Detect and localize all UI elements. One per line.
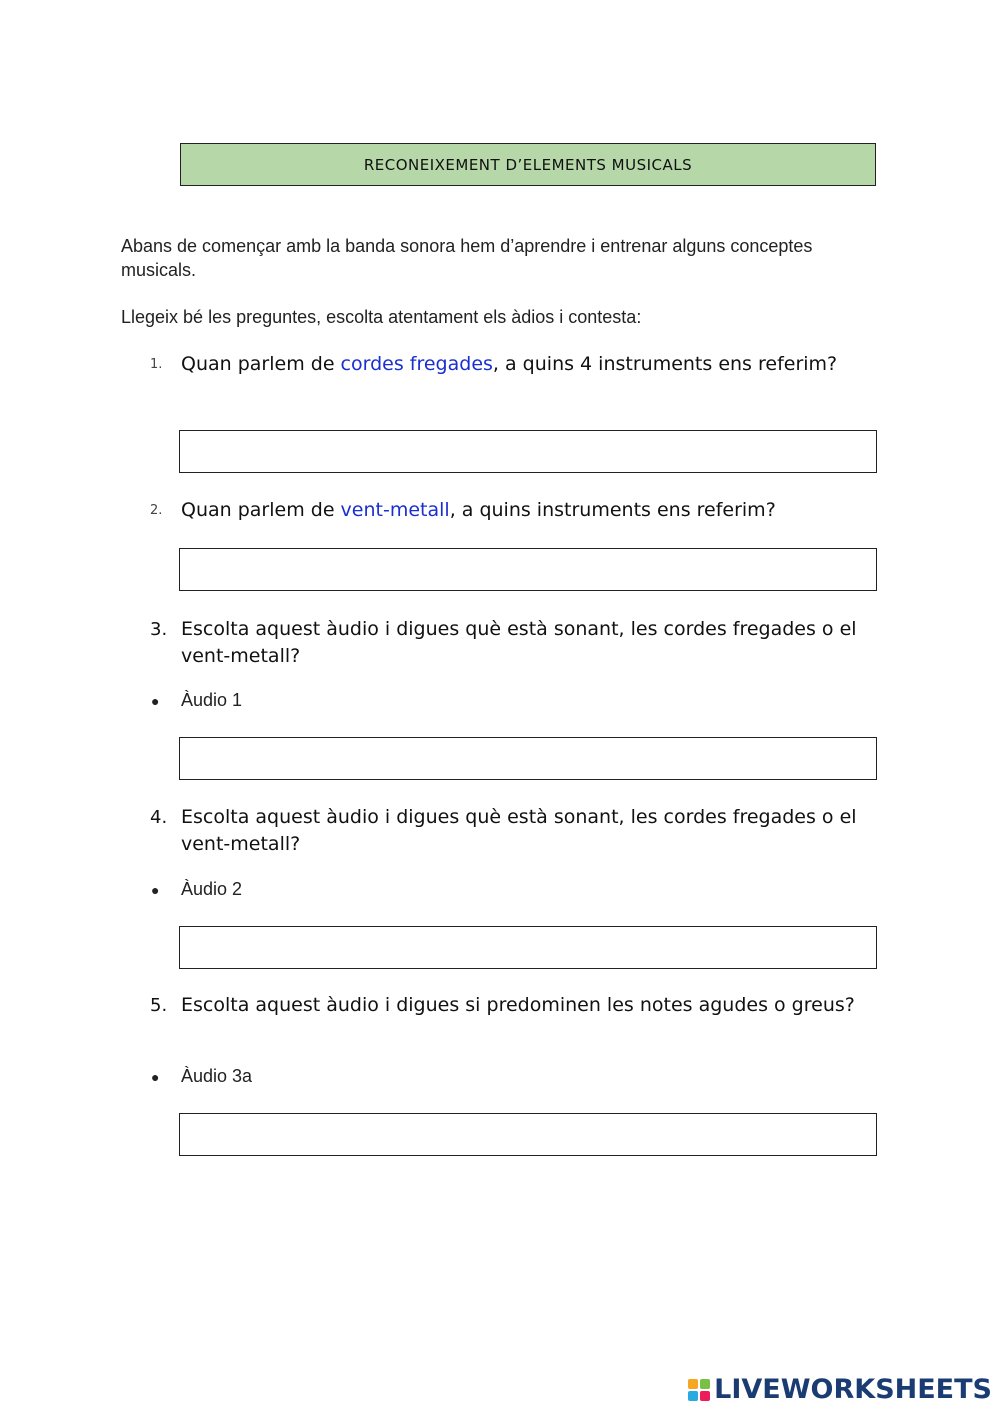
- audio-label: Àudio 3a: [181, 1066, 253, 1086]
- answer-input-5[interactable]: [179, 1113, 877, 1156]
- question-number: 5.: [150, 995, 168, 1016]
- mark-square: [688, 1379, 698, 1389]
- question-highlight: cordes fregades: [340, 353, 493, 375]
- intro-paragraph-1: Abans de començar amb la banda sonora hem d’aprendre i entrenar alguns conceptes musicals.: [121, 236, 813, 280]
- question-number: 3.: [150, 619, 168, 640]
- question-1: [150, 351, 880, 378]
- question-text: Escolta aquest àudio i digues què està sonant, les cordes fregades o el vent-metall?: [181, 618, 857, 667]
- question-text: Quan parlem de vent-metall, a quins instruments ens referim?: [181, 499, 776, 521]
- audio-item-3a[interactable]: [151, 1066, 252, 1087]
- question-4: [150, 804, 880, 858]
- title-banner: [180, 143, 876, 186]
- bullet-icon: ●: [151, 881, 160, 898]
- question-number: 2.: [150, 503, 163, 518]
- audio-item-2[interactable]: [151, 879, 242, 900]
- question-text: Escolta aquest àudio i digues què està sonant, les cordes fregades o el vent-metall?: [181, 806, 857, 855]
- question-number: 1.: [150, 357, 163, 372]
- question-text: Quan parlem de cordes fregades, a quins 4 instruments ens referim?: [181, 353, 838, 375]
- answer-input-2[interactable]: [179, 548, 877, 591]
- answer-input-1[interactable]: [179, 430, 877, 473]
- answer-input-4[interactable]: [179, 926, 877, 969]
- question-3: [150, 616, 880, 670]
- liveworksheets-mark-icon: [688, 1379, 710, 1401]
- brand-name: LIVEWORKSHEETS: [714, 1374, 992, 1405]
- question-number: 4.: [150, 807, 168, 828]
- mark-square: [700, 1391, 710, 1401]
- audio-item-1[interactable]: [151, 690, 242, 711]
- mark-square: [700, 1379, 710, 1389]
- bullet-icon: ●: [151, 692, 160, 709]
- intro-paragraph-2: Llegeix bé les preguntes, escolta atentament els àdios i contesta:: [121, 307, 642, 327]
- page-title: RECONEIXEMENT D’ELEMENTS MUSICALS: [363, 155, 693, 174]
- audio-label: Àudio 2: [181, 879, 243, 899]
- bullet-icon: ●: [151, 1068, 160, 1085]
- mark-square: [688, 1391, 698, 1401]
- question-highlight: vent-metall: [340, 499, 450, 521]
- question-5: [150, 992, 880, 1019]
- question-2: [150, 497, 880, 524]
- question-text: Escolta aquest àudio i digues si predominen les notes agudes o greus?: [181, 994, 855, 1016]
- answer-input-3[interactable]: [179, 737, 877, 780]
- liveworksheets-logo: [688, 1374, 992, 1405]
- audio-label: Àudio 1: [181, 690, 243, 710]
